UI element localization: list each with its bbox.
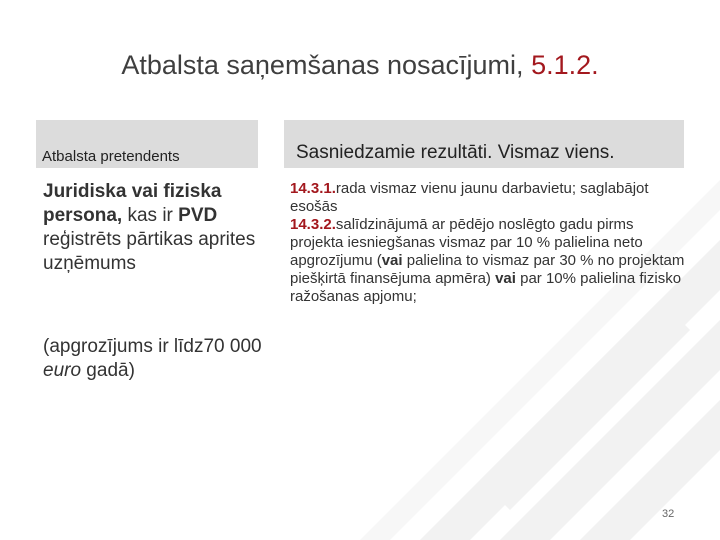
result-item-text: rada vismaz vienu jaunu darbavietu; saglabājot esošās	[290, 180, 649, 215]
result-item	[290, 180, 690, 216]
applicant-pvd: PVD	[178, 205, 218, 226]
applicant-bold: Juridiska vai fiziska persona,	[43, 181, 222, 226]
title-accent: 5.1.2.	[531, 50, 599, 80]
result-item	[290, 216, 690, 306]
result-item-number: 14.3.2.	[290, 216, 336, 233]
title-main: Atbalsta saņemšanas nosacījumi,	[121, 50, 524, 80]
result-item-vai-2: vai	[495, 270, 516, 287]
left-column-header	[36, 120, 258, 168]
applicant-description	[43, 180, 268, 276]
turnover-note-em: euro	[43, 360, 82, 381]
turnover-note	[43, 335, 268, 383]
result-item-text-3: par 10% palielina fizisko ražošanas apjomu;	[290, 270, 682, 305]
right-column-header	[284, 120, 684, 168]
left-header-label: Atbalsta pretendents	[42, 148, 180, 165]
applicant-text-1: kas ir	[122, 205, 179, 226]
turnover-note-1: (apgrozījums ir līdz70 000	[43, 336, 262, 357]
results-list	[290, 180, 690, 306]
page-number: 32	[662, 508, 675, 520]
turnover-note-2: gadā)	[81, 360, 135, 381]
result-item-vai-1: vai	[381, 252, 403, 269]
right-header-label: Sasniedzamie rezultāti. Vismaz viens.	[296, 142, 615, 163]
applicant-text-2: reģistrēts pārtikas aprites uzņēmums	[43, 229, 256, 274]
page-title	[0, 50, 720, 81]
result-item-number: 14.3.1.	[290, 180, 336, 197]
result-item-text-1: salīdzinājumā ar pēdējo noslēgto gadu pirms projekta iesniegšanas vismaz par 10 % palielina neto apgrozījumu (	[290, 216, 643, 269]
result-item-text-2: palielina to vismaz par 30 % no projektam piešķirtā finansējuma apmēra)	[290, 252, 685, 287]
